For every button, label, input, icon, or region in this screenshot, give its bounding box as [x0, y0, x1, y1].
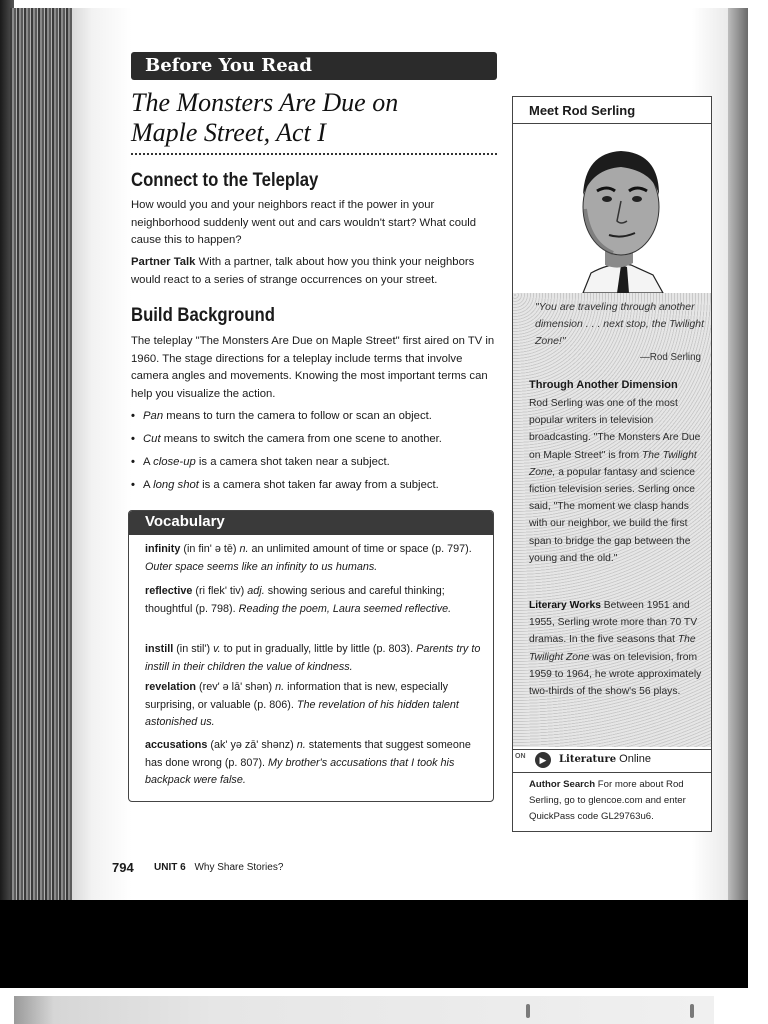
vocab-example: The revelation of his hidden talent astonished us.: [145, 698, 459, 728]
section-label-bar: [131, 52, 497, 80]
vocab-pos: n.: [296, 739, 306, 751]
vocab-pos: n.: [239, 543, 249, 555]
vocab-pronunciation: (in stil'): [176, 643, 211, 655]
term-prefix: A: [143, 456, 150, 468]
running-footer: [154, 862, 283, 873]
vocabulary-header: [129, 511, 493, 535]
page-curl-edge: [728, 8, 748, 903]
page-number: 794: [112, 860, 134, 875]
list-item: [131, 408, 497, 431]
connect-body: How would you and your neighbors react if the power in your neighborhood suddenly went out and cars wouldn't start? What could cause this to happen?: [131, 199, 477, 246]
bio-text: a popular fantasy and science fiction television series. Serling once said, "The moment we clasp hands with our neighbor, we build the first span to bridge the gap between the young and the old.": [529, 466, 696, 564]
term-definition: is a camera shot taken far away from a subject.: [202, 479, 439, 491]
literature-label: Literature: [559, 754, 617, 765]
title-line: The Monsters Are Due on: [131, 88, 399, 117]
online-tag: ON: [515, 753, 526, 760]
literature-online-bar: [513, 749, 711, 773]
term: long shot: [153, 479, 199, 491]
author-search-text: For more about Rod Serling, go to glencoe.com and enter QuickPass code GL29763u6.: [529, 779, 686, 822]
term-definition: means to turn the camera to follow or scan an object.: [166, 410, 432, 422]
vocab-entry: [145, 583, 485, 618]
sidebar-text: [529, 597, 705, 700]
bio-text: Between 1951 and 1955, Serling wrote more than 70 TV dramas. In the five seasons that: [529, 600, 698, 646]
camera-terms-list: [131, 408, 497, 500]
quote-attribution: —Rod Serling: [640, 352, 701, 363]
vocabulary-box: [128, 510, 494, 802]
list-item: [131, 477, 497, 500]
vocab-entry: [145, 641, 485, 676]
sidebar-subheading: Literary Works: [529, 600, 601, 611]
sidebar-heading: Meet Rod Serling: [529, 103, 636, 118]
portrait-illustration: [513, 125, 711, 293]
unit-label: UNIT 6: [154, 862, 186, 873]
author-search: [529, 777, 705, 825]
vocab-example: Parents try to instill in their children the value of kindness.: [145, 643, 481, 673]
background-heading: Build Background: [131, 305, 275, 326]
term: Cut: [143, 433, 161, 445]
vocab-definition: statements that suggest someone has done wrong (p. 807).: [145, 739, 471, 769]
author-sidebar: [512, 96, 712, 832]
partner-talk-label: Partner Talk: [131, 256, 196, 268]
vocab-definition: showing serious and careful thinking; thoughtful (p. 798).: [145, 585, 445, 615]
vocab-definition: an unlimited amount of time or space (p. 797).: [251, 543, 472, 555]
term-prefix: A: [143, 479, 150, 491]
vocab-pronunciation: (ri flek' tiv): [195, 585, 245, 597]
title-line: Maple Street, Act I: [131, 118, 326, 147]
sidebar-text: [529, 395, 705, 567]
vocabulary-heading: Vocabulary: [145, 513, 225, 530]
play-icon: ▶: [535, 752, 551, 768]
partner-talk-text: With a partner, talk about how you think your neighbors would react to a series of strange occurrences on your street.: [131, 256, 475, 286]
connect-heading: Connect to the Teleplay: [131, 170, 319, 191]
sidebar-subheading: Through Another Dimension: [529, 379, 678, 391]
background-body: The teleplay "The Monsters Are Due on Maple Street" first aired on TV in 1960. The stage directions for a teleplay include terms that involve camera angles and movements. Knowing the most important terms can help you visualize the action.: [131, 335, 495, 400]
literature-online-label: [559, 753, 651, 765]
vocab-pronunciation: (rev' ə lā' shən): [199, 681, 273, 693]
show-title: The Twilight Zone: [529, 634, 696, 663]
vocab-word: revelation: [145, 681, 197, 693]
vocab-definition: information that is new, especially surprising, or valuable (p. 806).: [145, 681, 449, 711]
term: Pan: [143, 410, 164, 422]
vocab-pos: adj.: [247, 585, 265, 597]
bio-text: was on television, from 1959 to 1964, he wrote approximately two-thirds of the show's 56 plays.: [529, 651, 702, 698]
term-definition: is a camera shot taken near a subject.: [198, 456, 390, 468]
scan-mark: [690, 1004, 694, 1018]
vocab-word: reflective: [145, 585, 193, 597]
term-definition: means to switch the camera from one scene to another.: [163, 433, 442, 445]
vocab-entry: [145, 679, 485, 732]
term: close-up: [153, 456, 196, 468]
book-page-edges: [10, 8, 72, 903]
online-label: Online: [619, 753, 651, 765]
vocab-entry: [145, 737, 485, 790]
dotted-divider: [131, 153, 497, 155]
author-quote: "You are traveling through another dimension . . . next stop, the Twilight Zone!": [535, 301, 705, 347]
vocab-pronunciation: (ak' yə zā' shənz): [210, 739, 294, 751]
list-item: [131, 454, 497, 477]
vocab-example: My brother's accusations that I took his backpack were false.: [145, 756, 455, 786]
page-title: [131, 88, 497, 148]
author-photo: [513, 125, 711, 293]
vocab-definition: to put in gradually, little by little (p. 803).: [223, 643, 414, 655]
vocab-example: Outer space seems like an infinity to us humans.: [145, 560, 378, 573]
vocab-pronunciation: (in fin' ə tē): [183, 543, 237, 555]
vocab-word: accusations: [145, 739, 208, 751]
bio-text: Rod Serling was one of the most popular writers in television broadcasting. "The Monsters Are Due on Maple Street" is from: [529, 398, 701, 461]
vocab-entry: [145, 541, 485, 576]
list-item: [131, 431, 497, 454]
next-page-strip: [14, 996, 714, 1024]
vocab-pos: n.: [275, 681, 285, 693]
unit-title: Why Share Stories?: [194, 862, 284, 873]
section-label: Before You Read: [145, 55, 312, 76]
vocab-example: Reading the poem, Laura seemed reflective.: [238, 602, 452, 615]
scan-background: [0, 900, 748, 988]
vocab-word: infinity: [145, 543, 181, 555]
vocab-word: instill: [145, 643, 174, 655]
sidebar-header: [513, 97, 711, 124]
show-title: The Twilight Zone,: [529, 449, 697, 478]
vocab-pos: v.: [213, 643, 221, 655]
scan-mark: [526, 1004, 530, 1018]
partner-talk: [131, 254, 497, 289]
author-search-label: Author Search: [529, 779, 596, 790]
